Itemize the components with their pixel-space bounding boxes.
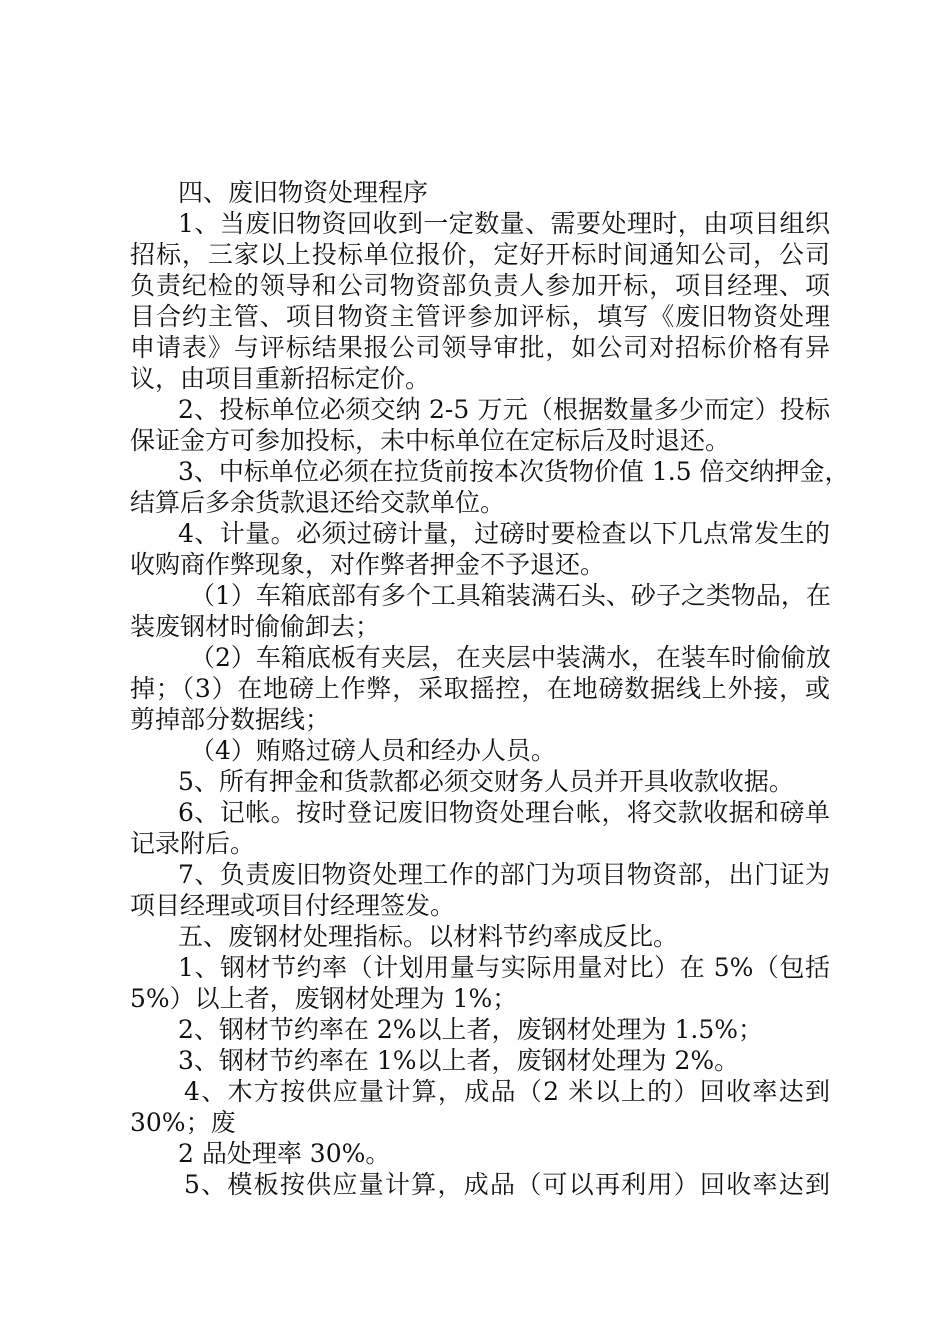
paragraph-line: 议，由项目重新招标定价。: [130, 364, 431, 393]
section-heading-5: 五、废钢材处理指标。以材料节约率成反比。: [178, 922, 679, 951]
paragraph-line: 30%；废: [130, 1108, 236, 1137]
paragraph-line: 保证金方可参加投标，未中标单位在定标后及时退还。: [130, 426, 731, 455]
paragraph-line: 5、模板按供应量计算，成品（可以再利用）回收率达到: [184, 1170, 830, 1199]
paragraph-line: 3、钢材节约率在 1%以上者，废钢材处理为 2%。: [178, 1046, 740, 1075]
paragraph-line: 结算后多余货款退还给交款单位。: [130, 488, 506, 517]
paragraph-line: 剪掉部分数据线；: [130, 705, 331, 734]
paragraph-line: 装废钢材时偷偷卸去；: [130, 612, 381, 641]
paragraph-line: 4、计量。必须过磅计量，过磅时要检查以下几点常发生的: [178, 519, 830, 548]
paragraph-line: 6、记帐。按时登记废旧物资处理台帐，将交款收据和磅单: [178, 798, 830, 827]
paragraph-line: 1、钢材节约率（计划用量与实际用量对比）在 5%（包括: [178, 953, 830, 982]
paragraph-line: 2、钢材节约率在 2%以上者，废钢材处理为 1.5%；: [178, 1015, 763, 1044]
paragraph-line: 5%）以上者，废钢材处理为 1%；: [130, 984, 518, 1013]
paragraph-line: 收购商作弊现象，对作弊者押金不予退还。: [130, 550, 606, 579]
paragraph-line: 2、投标单位必须交纳 2-5 万元（根据数量多少而定）投标: [178, 395, 830, 424]
paragraph-line: （4）贿赂过磅人员和经办人员。: [190, 736, 556, 765]
paragraph-line: 招标，三家以上投标单位报价，定好开标时间通知公司，公司: [130, 240, 830, 269]
paragraph-line: 目合约主管、项目物资主管评参加评标，填写《废旧物资处理: [130, 302, 830, 331]
paragraph-line: 申请表》与评标结果报公司领导审批，如公司对招标价格有异: [130, 333, 830, 362]
paragraph-line: 记录附后。: [130, 829, 256, 858]
paragraph-line: （2）车箱底板有夹层，在夹层中装满水，在装车时偷偷放: [190, 643, 831, 672]
paragraph-line: 7、负责废旧物资处理工作的部门为项目物资部，出门证为: [178, 860, 830, 889]
paragraph-line: 5、所有押金和货款都必须交财务人员并开具收款收据。: [178, 767, 794, 796]
paragraph-line: 3、中标单位必须在拉货前按本次货物价值 1.5 倍交纳押金，: [178, 457, 850, 486]
paragraph-line: 掉；（3）在地磅上作弊，采取摇控，在地磅数据线上外接，或: [130, 674, 830, 703]
paragraph-line: 4、木方按供应量计算，成品（2 米以上的）回收率达到: [184, 1077, 830, 1106]
paragraph-line: 2 品处理率 30%。: [178, 1139, 391, 1168]
paragraph-line: 1、当废旧物资回收到一定数量、需要处理时，由项目组织: [178, 209, 830, 238]
paragraph-line: 项目经理或项目付经理签发。: [130, 891, 456, 920]
section-heading-4: 四、废旧物资处理程序: [178, 178, 429, 207]
paragraph-line: （1）车箱底部有多个工具箱装满石头、砂子之类物品，在: [190, 581, 831, 610]
paragraph-line: 负责纪检的领导和公司物资部负责人参加开标，项目经理、项: [130, 271, 830, 300]
